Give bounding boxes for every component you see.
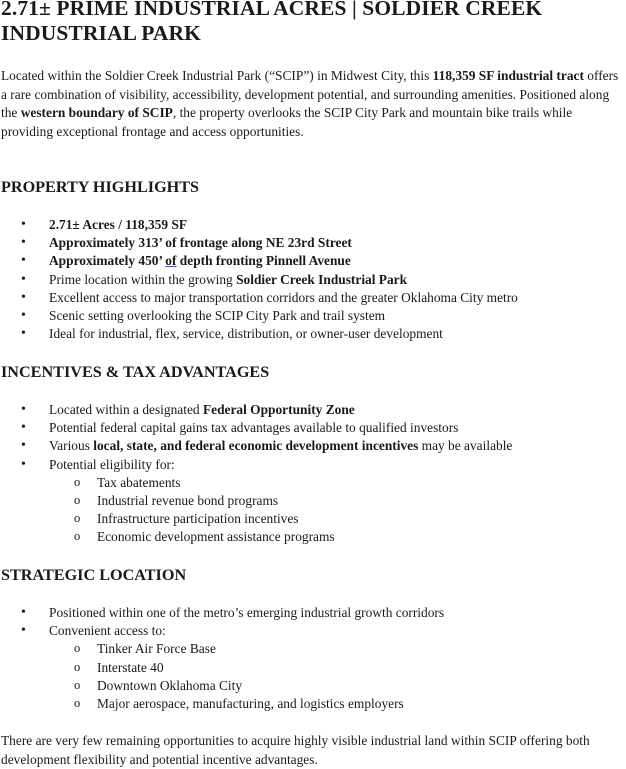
document-title: 2.71± PRIME INDUSTRIAL ACRES | SOLDIER CREEK INDUSTRIAL PARK <box>1 0 543 45</box>
highlights-heading: PROPERTY HIGHLIGHTS <box>1 178 200 196</box>
highlight-5: Excellent access to major transportation corridors and the greater Oklahoma City metro <box>49 289 518 305</box>
list-item <box>0 622 626 713</box>
list-item <box>0 401 626 419</box>
highlight-4-pre: Prime location within the growing <box>49 271 237 287</box>
list-item <box>0 604 626 622</box>
sub-list-item: o Tinker Air Force Base <box>49 640 626 658</box>
list-item <box>0 271 626 289</box>
list-item <box>0 289 626 307</box>
incentive-3-post: may be available <box>418 438 513 454</box>
intro-text-1: Located within the Soldier Creek Industrial Park (“SCIP”) in Midwest City, this <box>1 68 433 83</box>
intro-bold-2: western boundary of SCIP <box>20 105 173 120</box>
sub-list-item: o Infrastructure participation incentives <box>49 510 626 528</box>
highlight-7: Ideal for industrial, flex, service, distribution, or owner-user development <box>49 326 443 342</box>
sub-list-item: o Interstate 40 <box>49 659 626 677</box>
incentives-heading: INCENTIVES & TAX ADVANTAGES <box>1 363 270 381</box>
sub-list-item: o Downtown Oklahoma City <box>49 677 626 695</box>
highlight-3 <box>49 253 351 268</box>
incentive-2: Potential federal capital gains tax advantages available to qualified investors <box>49 420 459 436</box>
incentive-1-pre: Located within a designated <box>49 402 203 417</box>
intro-bold-1: 118,359 SF industrial tract <box>432 68 584 83</box>
eligibility-sublist <box>49 474 626 547</box>
location-1: Positioned within one of the metro’s emerging industrial growth corridors <box>49 605 445 620</box>
access-sublist <box>49 640 626 713</box>
intro-text-2: offers a rare combination of visibility, accessibility, development potential, and surrounding amenities. Positioned along the <box>1 68 619 120</box>
highlight-3-b: depth fronting Pinnell Avenue <box>176 253 351 269</box>
closing-paragraph: There are very few remaining opportunities to acquire highly visible industrial land within SCIP offering both development flexibility and potential incentive advantages. <box>1 733 590 767</box>
incentives-list <box>0 401 626 547</box>
highlight-1: 2.71± Acres / 118,359 SF <box>49 217 188 232</box>
list-item <box>0 307 626 325</box>
list-item <box>0 325 626 343</box>
highlight-4-bold: Soldier Creek Industrial Park <box>236 271 408 287</box>
list-item <box>0 419 626 437</box>
location-2: Convenient access to: <box>49 623 166 639</box>
intro-text-3: , the property overlooks the SCIP City Park and mountain bike trails while providing exceptional frontage and access opportunities. <box>1 105 573 139</box>
highlight-6: Scenic setting overlooking the SCIP City Park and trail system <box>49 308 386 324</box>
incentive-3-bold: local, state, and federal economic development incentives <box>93 438 419 454</box>
highlights-list <box>0 216 626 343</box>
list-item <box>0 216 626 234</box>
intro-paragraph <box>1 67 626 141</box>
sub-list-item: o Economic development assistance programs <box>49 528 626 546</box>
list-item <box>0 437 626 455</box>
highlight-3-a: Approximately 450’ <box>49 253 166 269</box>
location-heading: STRATEGIC LOCATION <box>1 566 187 584</box>
sub-list-item: o Major aerospace, manufacturing, and logistics employers <box>49 695 626 713</box>
incentive-3-pre: Various <box>49 438 94 454</box>
list-item <box>0 234 626 252</box>
incentive-4: Potential eligibility for: <box>49 456 175 472</box>
sub-list-item: o Industrial revenue bond programs <box>49 492 626 510</box>
highlight-3-underlined: of <box>165 253 177 269</box>
sub-list-item: o Tax abatements <box>49 474 626 492</box>
highlight-2: Approximately 313’ of frontage along NE 23rd Street <box>49 235 352 251</box>
location-list <box>0 604 626 713</box>
incentive-1-bold: Federal Opportunity Zone <box>202 402 355 417</box>
list-item <box>0 456 626 547</box>
list-item <box>0 252 626 270</box>
